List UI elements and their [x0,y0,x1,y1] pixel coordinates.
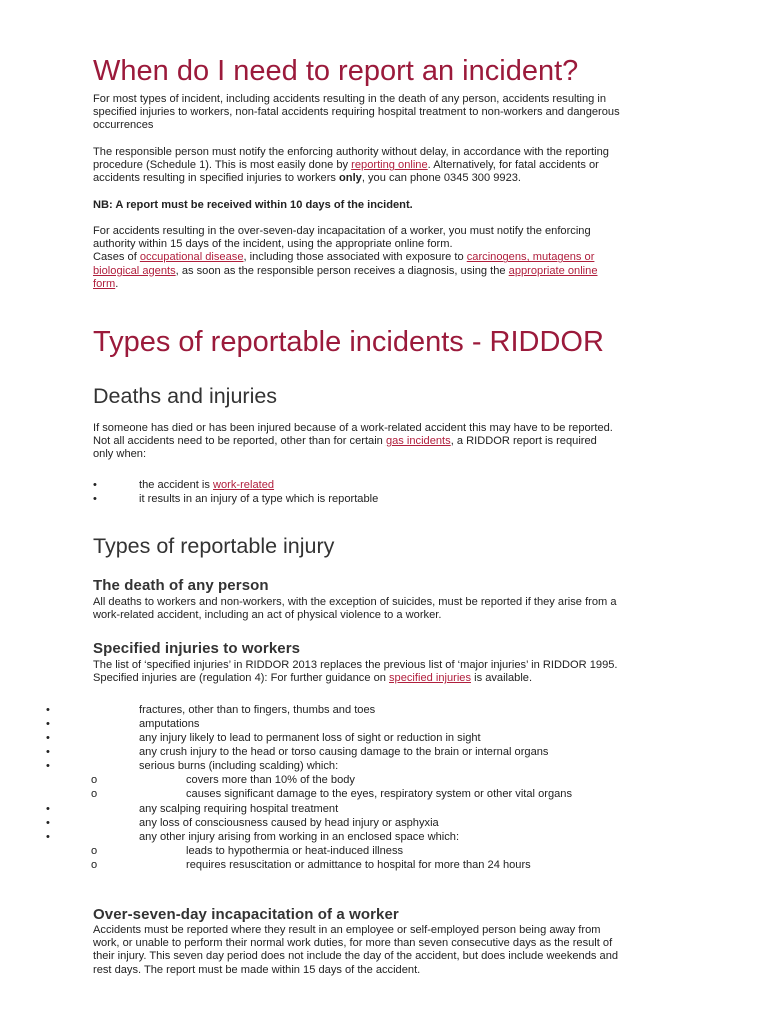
text-line: The list of ‘specified injuries’ in RIDDOR 2013 replaces the previous list of ‘major injuries’ in RIDDOR 1995. [93,659,618,671]
deaths-injuries-heading: Deaths and injuries [93,384,278,408]
text-span: procedure (Schedule 1). This is most easily done by [93,159,352,172]
over-seven-day-heading: Over-seven-day incapacitation of a worker [93,906,399,923]
over-seven-day-paragraph [93,924,683,977]
list-item-text: it results in an injury of a type which is reportable [139,493,379,505]
specified-injuries-link[interactable]: specified injuries [389,672,472,685]
work-related-link[interactable]: work-related [213,479,275,491]
text-line [93,251,683,264]
list-item-text: any crush injury to the head or torso causing damage to the brain or internal organs [139,746,549,758]
list-item-text: leads to hypothermia or heat-induced illness [186,845,404,857]
circle-bullet-icon: o [91,859,98,871]
page-title: When do I need to report an incident? [93,55,579,87]
text-line: Accidents must be reported where they result in an employee or self-employed person being away from [93,924,601,936]
form-link[interactable]: form [93,277,116,290]
list-item-text: amputations [139,718,200,730]
text-line: For accidents resulting in the over-seven-day incapacitation of a worker, you must notify the enforcing [93,225,591,237]
reportable-injury-heading: Types of reportable injury [93,534,335,558]
text-line: rest days. The report must be made within 15 days of the accident. [93,963,421,976]
text-span: Not all accidents need to be reported, other than for certain [93,435,386,448]
text-span: , including those associated with exposure to [243,251,467,264]
text-span: , as soon as the responsible person receives a diagnosis, using the [175,264,509,277]
text-span: Cases of [93,251,140,264]
text-line [93,278,683,291]
bullet-icon: • [46,732,50,744]
text-line [93,172,683,185]
bullet-icon: • [93,479,97,491]
bullet-icon: • [46,718,50,730]
text-span: , a RIDDOR report is required [450,435,597,448]
text-line: work-related accident, including an act of physical violence to a worker. [93,609,442,622]
list-item-text: serious burns (including scalding) which: [139,760,339,772]
bullet-icon: • [46,760,50,772]
carcinogens-link[interactable]: carcinogens, mutagens or [466,251,595,264]
text-span: Specified injuries are (regulation 4): For further guidance on [93,672,389,685]
appropriate-online-form-link[interactable]: appropriate online [508,264,598,277]
list-item-text: causes significant damage to the eyes, respiratory system or other vital organs [186,788,573,800]
over-seven-paragraph [93,225,683,291]
text-line: All deaths to workers and non-workers, with the exception of suicides, must be reported if they arise from a [93,596,617,608]
text-span: . Alternatively, for fatal accidents or [427,159,599,172]
text-line: occurrences [93,119,154,132]
text-span: the accident is [139,479,213,491]
specified-injuries-heading: Specified injuries to workers [93,640,301,657]
text-line [93,159,683,172]
circle-bullet-icon: o [91,774,98,786]
text-line: If someone has died or has been injured because of a work-related accident this may have to be reported. [93,422,613,434]
riddor-title: Types of reportable incidents - RIDDOR [93,326,604,358]
text-span: . [115,277,119,290]
intro-paragraph [93,93,683,133]
list-item-text [139,479,274,493]
bullet-icon: • [46,746,50,758]
text-line: The responsible person must notify the enforcing authority without delay, in accordance with the reporting [93,146,609,158]
bullet-icon: • [46,704,50,716]
nb-note [93,199,683,212]
gas-incidents-link[interactable]: gas incidents [385,435,451,448]
list-item-text: covers more than 10% of the body [186,774,355,786]
list-item-text: fractures, other than to fingers, thumbs and toes [139,704,376,716]
riddor-paragraph [93,422,683,462]
bold-text: only [339,172,362,185]
occupational-disease-link[interactable]: occupational disease [139,251,244,264]
list-item-text: any scalping requiring hospital treatment [139,803,339,815]
nb-text: NB: A report must be received within 10 days of the incident. [93,199,413,211]
text-span: , you can phone 0345 300 9923. [361,172,521,185]
text-line: specified injuries to workers, non-fatal accidents requiring hospital treatment to non-workers and dangerous [93,106,620,119]
list-item-text: requires resuscitation or admittance to hospital for more than 24 hours [186,859,531,871]
bullet-icon: • [46,803,50,815]
bullet-icon: • [46,831,50,843]
notify-paragraph [93,146,683,186]
biological-agents-link[interactable]: biological agents [93,264,176,277]
text-line: authority within 15 days of the incident, using the appropriate online form. [93,238,453,251]
text-line [93,672,683,685]
reporting-online-link[interactable]: reporting online [351,159,428,172]
death-paragraph [93,596,683,622]
circle-bullet-icon: o [91,845,98,857]
list-item-text: any injury likely to lead to permanent loss of sight or reduction in sight [139,732,481,744]
circle-bullet-icon: o [91,788,98,800]
text-line [93,265,683,278]
text-line: work, or unable to perform their normal work duties, for more than seven consecutive days as the result of [93,937,613,950]
specified-paragraph [93,659,683,685]
bullet-icon: • [93,493,97,505]
text-span: is available. [471,672,533,685]
text-line [93,435,683,448]
text-line: only when: [93,448,147,461]
list-item-text: any loss of consciousness caused by head injury or asphyxia [139,817,439,829]
bullet-icon: • [46,817,50,829]
text-line: their injury. This seven day period does not include the day of the accident, but does include weekends and [93,950,619,963]
text-span: accidents resulting in specified injuries to workers [93,172,340,185]
list-item-text: any other injury arising from working in an enclosed space which: [139,831,460,843]
death-heading: The death of any person [93,577,269,594]
text-line: For most types of incident, including accidents resulting in the death of any person, accidents resulting in [93,93,607,105]
